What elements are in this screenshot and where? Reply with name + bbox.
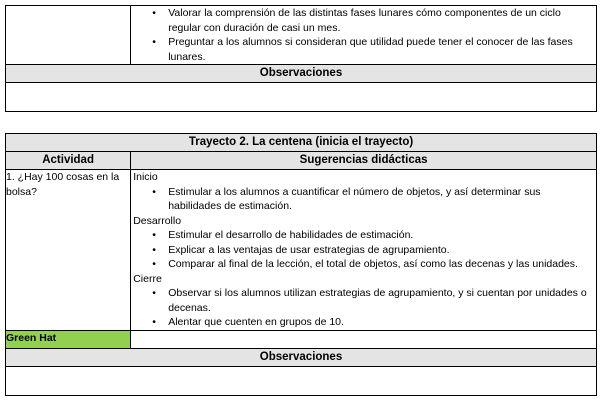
section-label-cierre: Cierre	[133, 272, 162, 285]
lesson-table-trayecto-2	[5, 133, 597, 396]
list-item: • Alentar que cuenten en grupos de 10.	[131, 315, 596, 330]
observations-value[interactable]	[6, 83, 597, 112]
suggestions-cell	[131, 6, 597, 65]
observations-header-row	[6, 65, 597, 83]
observations-value-row	[6, 366, 597, 395]
column-header-row	[6, 152, 597, 170]
list-item: • Estimular el desarrollo de habilidades de estimación.	[131, 228, 596, 243]
list-item: • Explicar a las ventajas de usar estrategias de agrupamiento.	[131, 243, 596, 258]
suggestion-bullet-list	[131, 6, 596, 64]
activity-cell-empty	[6, 6, 131, 65]
list-item: • Estimular a los alumnos a cuantificar el número de objetos, y así determinar sus habilidades de estimación.	[131, 185, 596, 214]
observations-value-row	[6, 83, 597, 112]
table-title: Trayecto 2. La centena (inicia el trayecto)	[6, 134, 597, 152]
table-row	[6, 170, 597, 331]
section-label-desarrollo: Desarrollo	[133, 214, 182, 227]
observations-header: Observaciones	[6, 348, 597, 366]
section-label-inicio: Inicio	[133, 171, 158, 183]
suggestions-cell	[131, 170, 597, 331]
observations-header-row	[6, 348, 597, 366]
list-item: • Preguntar a los alumnos si consideran que utilidad puede tener el conocer de las fases lunares.	[131, 35, 596, 64]
table-row	[6, 6, 597, 65]
table-title-row	[6, 134, 597, 152]
activity-cell: 1. ¿Hay 100 cosas en la bolsa?	[6, 170, 131, 331]
cierre-bullet-list	[131, 286, 596, 330]
observations-header: Observaciones	[6, 65, 597, 83]
list-item: • Observar si los alumnos utilizan estrategias de agrupamiento, y si cuentan por unidades o decenas.	[131, 286, 596, 315]
inicio-bullet-list	[131, 185, 596, 214]
green-hat-row	[6, 330, 597, 348]
column-header-actividad: Actividad	[6, 152, 131, 170]
green-hat-value[interactable]	[131, 330, 597, 348]
observations-value[interactable]	[6, 366, 597, 395]
desarrollo-bullet-list	[131, 228, 596, 272]
list-item: • Comparar al final de la lección, el total de objetos, así como las decenas y las unidades.	[131, 257, 596, 272]
green-hat-label: Green Hat	[6, 330, 131, 348]
list-item: • Valorar la comprensión de las distintas fases lunares cómo componentes de un ciclo regular con duración de casi un mes.	[131, 6, 596, 35]
lesson-table-fragment	[5, 5, 597, 112]
column-header-sugerencias: Sugerencias didácticas	[131, 152, 597, 170]
